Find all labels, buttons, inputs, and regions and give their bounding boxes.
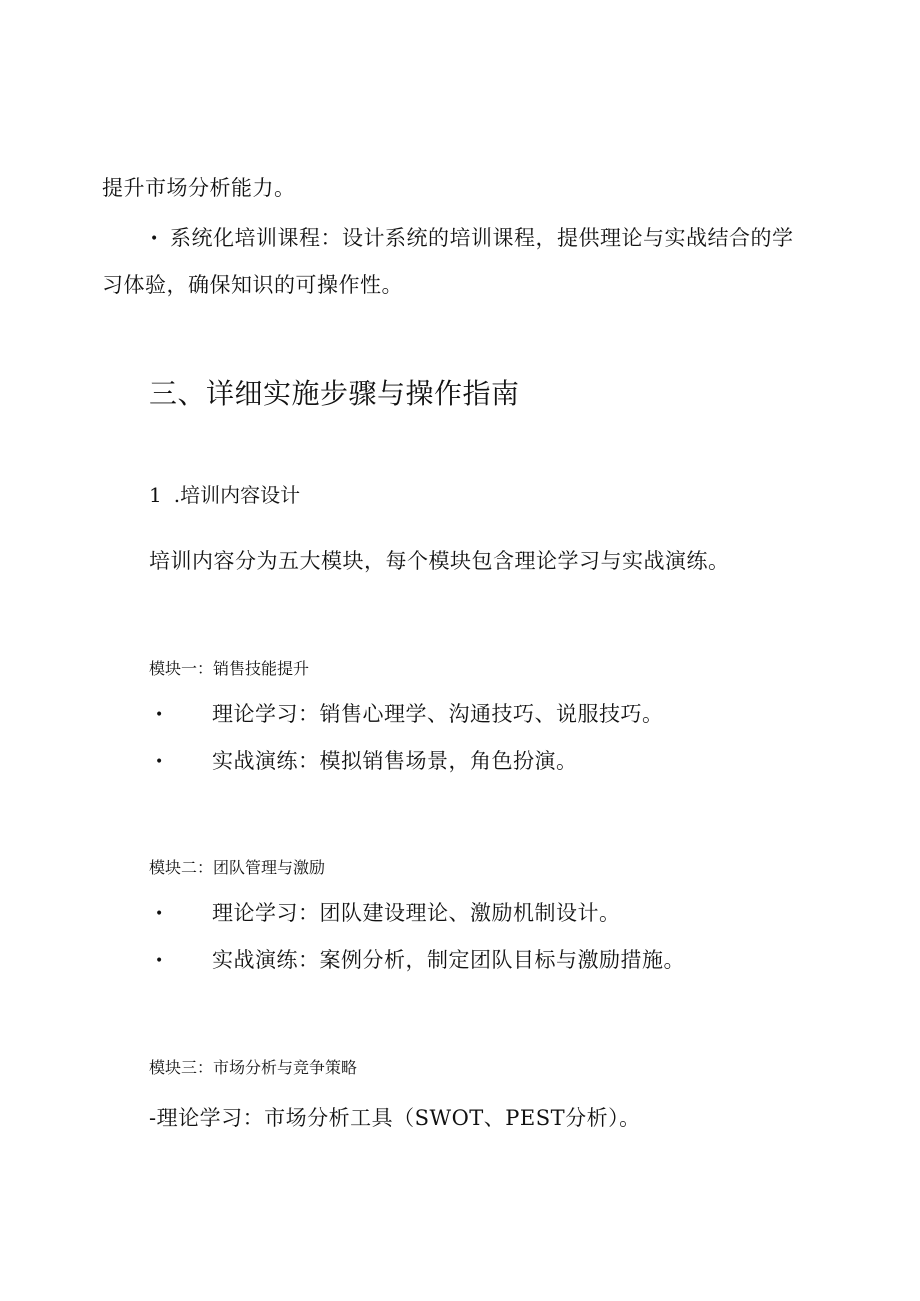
bullet-text-line: 系统化培训课程：设计系统的培训课程，提供理论与实战结合的学 [170, 226, 794, 250]
bullet-text-line: 习体验，确保知识的可操作性。 [102, 273, 403, 297]
subsection-title: .培训内容设计 [173, 483, 301, 507]
module-item: 理论学习：销售心理学、沟通技巧、说服技巧。 [212, 702, 664, 726]
bullet-marker: • [150, 231, 159, 247]
subsection-number: 1 [149, 483, 162, 507]
paragraph-line: 提升市场分析能力。 [102, 176, 296, 200]
module-title: 模块二：团队管理与激励 [149, 858, 326, 877]
subsection-heading [149, 485, 300, 505]
module-item: 实战演练：模拟销售场景，角色扮演。 [212, 749, 578, 773]
module-title: 模块三：市场分析与竞争策略 [149, 1058, 358, 1077]
bullet-marker: • [155, 707, 164, 723]
module-item: 理论学习：团队建设理论、激励机制设计。 [212, 901, 621, 925]
bullet-marker: • [155, 906, 164, 922]
module-title: 模块一：销售技能提升 [149, 659, 310, 678]
module-item: 实战演练：案例分析，制定团队目标与激励措施。 [212, 948, 685, 972]
bullet-marker: • [155, 754, 164, 770]
section-heading: 三、详细实施步骤与操作指南 [149, 377, 520, 410]
module-item: -理论学习：市场分析工具（SWOT、PEST分析）。 [149, 1106, 641, 1130]
overview-paragraph: 培训内容分为五大模块，每个模块包含理论学习与实战演练。 [149, 549, 730, 573]
bullet-marker: • [155, 953, 164, 969]
